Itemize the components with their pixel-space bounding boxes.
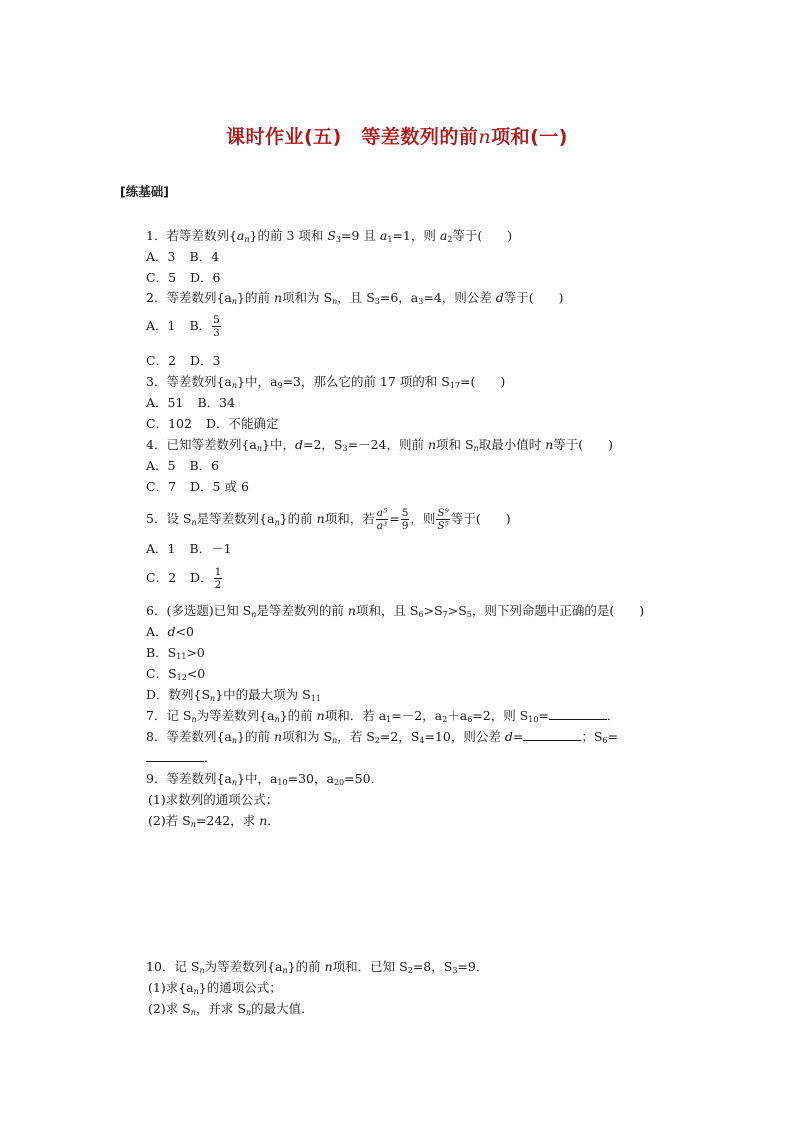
question-4-options-cd: C．7 D．5 或 6 [146, 479, 249, 494]
question-3-options-ab: A．51 B．34 [146, 395, 236, 410]
page-title: 课时作业(五) 等差数列的前n项和(一) [226, 126, 568, 148]
fraction: $\frac{\text{S⁹}}{\text{S⁵}}$ [437, 507, 449, 532]
question-10-part-2: (2)求 $S_n$，并求 $S_n$的最大值． [148, 1001, 314, 1017]
question-8: 8．等差数列$\{a_n\}$的前 n项和为 $S_n$，若 $S_2=2$，$S_4=10$，则公差 d= ；$S_6=$ [146, 729, 618, 745]
question-5-options-cd: C．2 D． $\frac{1}{2}$ [146, 566, 222, 591]
answer-blank[interactable] [146, 750, 204, 762]
question-5: 5．设 $S_n$是等差数列$\{a_n\}$的前 n项和，若 $\frac{\text{a⁵}}{\text{a³}}$ = $\frac{5}{9}$ ，则 $\frac{\text{S⁹}}{\text{S⁵}}$ 等于( ) [146, 507, 511, 532]
question-4-options-ab: A．5 B．6 [146, 458, 220, 473]
question-7: 7．记 $S_n$为等差数列$\{a_n\}$的前 n项和．若 $a_1=-2$，$a_2+a_6=2$，则 $S_{10}=$ ． [146, 708, 620, 724]
question-6-option-a: A．d<0 [146, 624, 194, 639]
question-2: 2．等差数列$\{a_n\}$的前 n项和为 $S_n$，且 $S_3=6$，$a_3=4$，则公差 d等于( ) [146, 290, 564, 306]
question-4: 4．已知等差数列$\{a_n\}$中，d=2，$S_3=-24$，则前 n项和 $S_n$取最小值时 n等于( ) [146, 437, 614, 453]
question-10-part-1: (1)求$\{a_n\}$的通项公式； [148, 980, 282, 996]
question-5-options-ab: A．1 B．－1 [146, 541, 232, 556]
question-1-options-cd: C．5 D．6 [146, 270, 221, 285]
question-1-options-ab: A．3 B．4 [146, 249, 220, 264]
question-2-options-cd: C．2 D．3 [146, 353, 221, 368]
question-10: 10．记 $S_n$为等差数列$\{a_n\}$的前 n项和．已知 $S_2=8$，$S_3=9$． [146, 959, 489, 975]
question-6-option-b: B．$S_{11}>0$ [146, 645, 205, 661]
question-6-option-d: D．数列$\{S_n\}$中的最大项为 $S_{11}$ [146, 687, 321, 703]
fraction: $\frac{5}{9}$ [401, 507, 409, 532]
question-3: 3．等差数列$\{a_n\}$中，$a_9=3$，那么它的前 17 项的和 $S_{17}=$( ) [146, 374, 506, 390]
question-9: 9．等差数列$\{a_n\}$中，$a_{10}=30$，$a_{20}=50$． [146, 771, 384, 787]
question-9-part-1: (1)求数列的通项公式； [148, 792, 279, 807]
question-9-part-2: (2)若 $S_n=242$，求 n． [148, 813, 280, 829]
answer-blank[interactable] [523, 729, 581, 741]
question-8-continued: ． [146, 750, 217, 766]
fraction: $\frac{5}{3}$ [213, 314, 220, 339]
question-6: 6．(多选题)已知 $S_n$是等差数列的前 n项和，且 $S_6>S_7>S_5$，则下列命题中正确的是( ) [146, 603, 645, 619]
question-1: 1．若等差数列$\{a_n\}$的前 3 项和 $S_3=9$ 且 $a_1=1$，则 $a_2$等于( ) [146, 228, 513, 244]
section-heading: [练基础] [120, 184, 169, 199]
fraction: $\frac{1}{2}$ [214, 566, 222, 591]
question-3-options-cd: C．102 D．不能确定 [146, 416, 279, 431]
answer-blank[interactable] [549, 708, 607, 720]
question-6-option-c: C．$S_{12}<0$ [146, 666, 206, 682]
question-2-options-ab: A．1 B． $\frac{5}{3}$ [146, 314, 220, 339]
fraction: $\frac{\text{a⁵}}{\text{a³}}$ [376, 507, 388, 532]
